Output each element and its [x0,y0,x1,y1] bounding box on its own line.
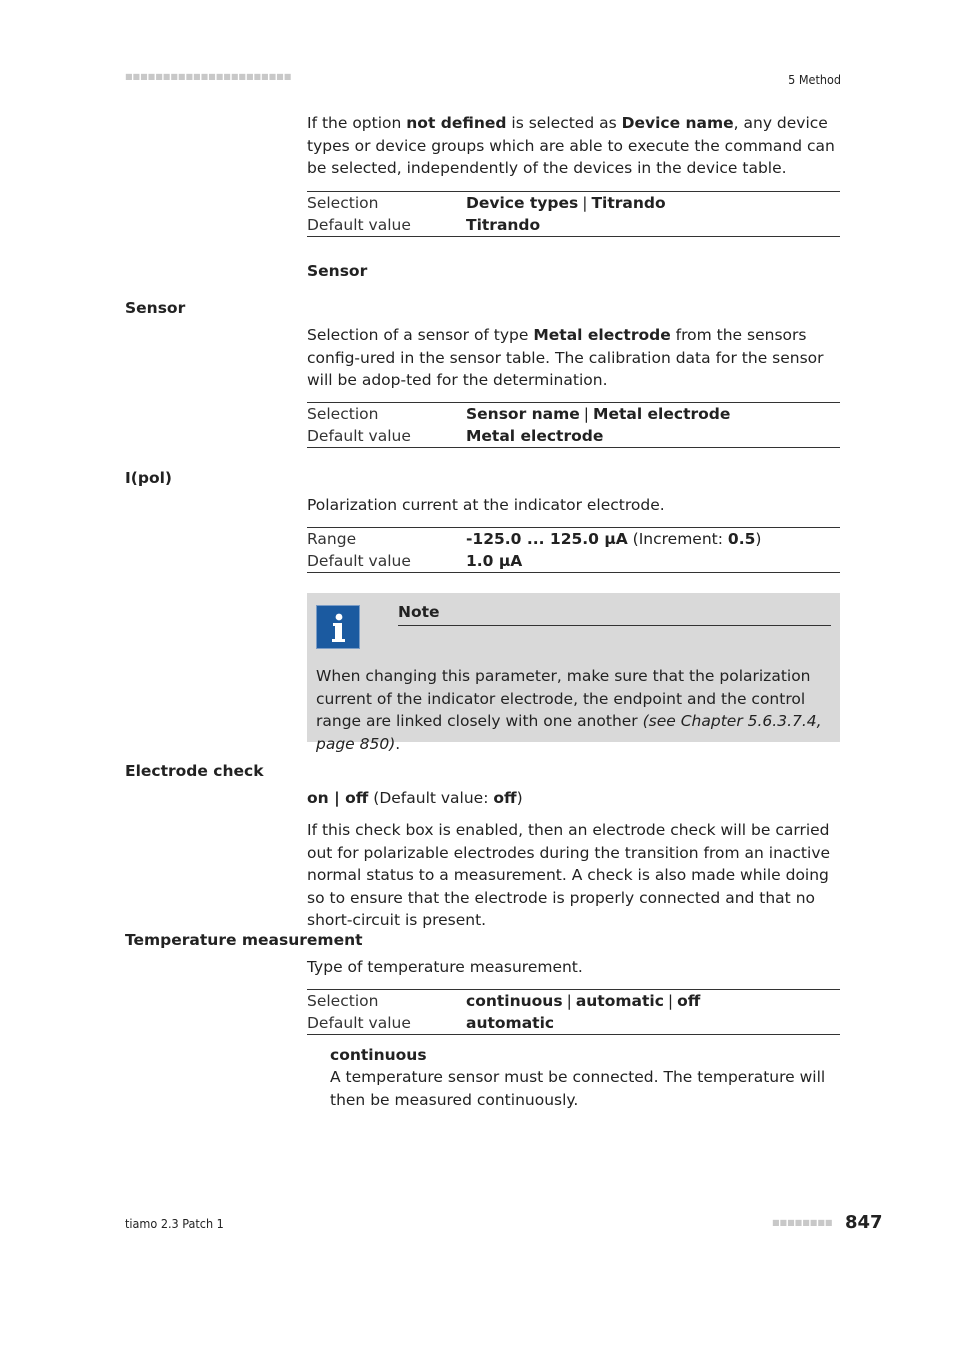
selection-value: Sensor name | Metal electrode [466,405,731,423]
note-title: Note [398,603,440,621]
continuous-option-text: A temperature sensor must be connected. The temperature will then be measured continuously. [330,1068,826,1109]
chapter-reference[interactable]: (see Chapter 5.6.3.7.4, page 850) [316,712,822,753]
info-icon [316,605,360,649]
electrode-check-paragraph: If this check box is enabled, then an electrode check will be carried out for polarizable electrodes during the transition from an inactive normal status to a measurement. A check is also made while doing so to ensure that the electrode is properly connected and that no short-circuit is present. [307,821,831,930]
temperature-paragraph: Type of temperature measurement. [307,958,583,976]
footer-decoration: ■■■■■■■■ [772,1218,833,1227]
selection-label: Selection [307,194,379,212]
default-value: 1.0 µA [466,552,523,570]
selection-value: continuous | automatic | off [466,992,701,1010]
sensor-heading: Sensor [125,299,186,317]
sensor-paragraph: Selection of a sensor of type Metal electrode from the sensors config-ured in the sensor table. The calibration data for the sensor will be adop-ted for the determination. [307,326,824,390]
chapter-title: 5 Method [788,72,841,87]
ipol-paragraph: Polarization current at the indicator electrode. [307,496,665,514]
header-decoration: ■■■■■■■■■■■■■■■■■■■■■■ [125,72,292,81]
device-param-table [307,191,840,237]
default-label: Default value [307,216,411,234]
electrode-check-options: on | off (Default value: off) [307,789,523,807]
ipol-heading: I(pol) [125,469,172,487]
intro-paragraph: If the option not defined is selected as Device name, any device types or device groups which are able to execute the command can be selected, independently of the devices in the device table. [307,114,835,178]
default-label: Default value [307,552,411,570]
temperature-param-table [307,989,840,1035]
range-value: -125.0 ... 125.0 µA (Increment: 0.5) [466,530,762,548]
selection-value: Device types | Titrando [466,194,666,212]
electrode-check-heading: Electrode check [125,762,264,780]
default-value: automatic [466,1014,555,1032]
default-label: Default value [307,1014,411,1032]
default-value: Titrando [466,216,541,234]
footer-product: tiamo 2.3 Patch 1 [125,1216,224,1231]
note-divider [398,625,831,626]
selection-label: Selection [307,405,379,423]
default-value: Metal electrode [466,427,604,445]
range-label: Range [307,530,357,548]
default-label: Default value [307,427,411,445]
sensor-subheading: Sensor [307,262,368,280]
selection-label: Selection [307,992,379,1010]
temperature-heading: Temperature measurement [125,931,363,949]
sensor-param-table [307,402,840,448]
ipol-param-table [307,527,840,573]
page-number: 847 [845,1212,883,1233]
continuous-option-title: continuous [330,1046,427,1064]
note-text: When changing this parameter, make sure that the polarization current of the indicator electrode, the endpoint and the control range are linked closely with one another (see Chapter 5.6.3.7.4, page 850). [316,667,822,753]
